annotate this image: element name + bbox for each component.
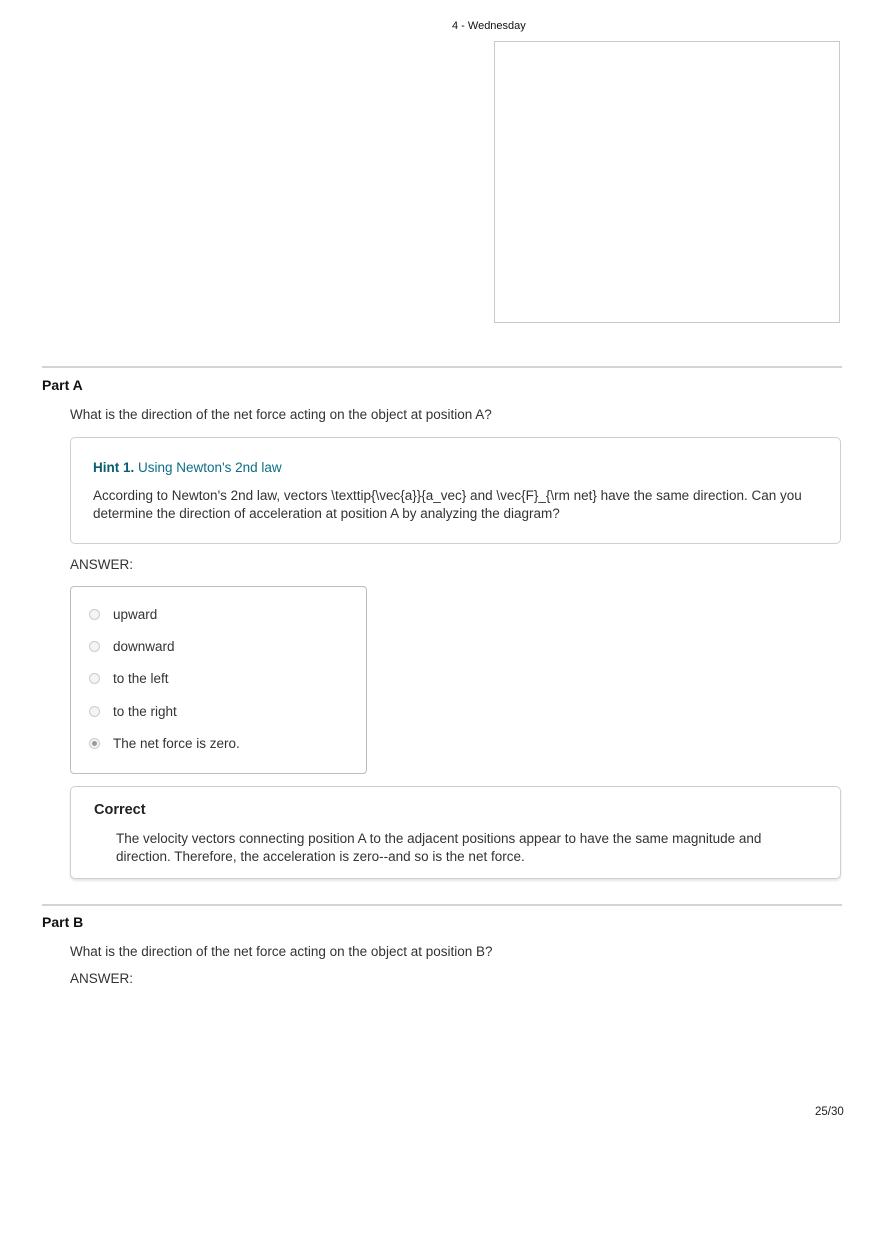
radio-button[interactable] bbox=[89, 706, 100, 717]
part-a-question: What is the direction of the net force acting on the object at position A? bbox=[70, 407, 492, 422]
diagram-image-frame bbox=[494, 41, 840, 323]
feedback-title: Correct bbox=[94, 802, 146, 818]
hint-number: Hint 1. bbox=[93, 460, 135, 475]
option-downward[interactable] bbox=[89, 637, 175, 655]
radio-button[interactable] bbox=[89, 609, 100, 620]
option-to-the-left[interactable] bbox=[89, 669, 169, 687]
part-b-question: What is the direction of the net force acting on the object at position B? bbox=[70, 944, 493, 959]
hint-body: According to Newton's 2nd law, vectors \texttip{\vec{a}}{a_vec} and \vec{F}_{\rm net} have the same direction. Can you determine the direction of acceleration at position A by analyzing the diagram? bbox=[93, 488, 802, 521]
feedback-body: The velocity vectors connecting position A to the adjacent positions appear to have the same magnitude and direction. Therefore, the acceleration is zero--and so is the net force. bbox=[116, 831, 762, 864]
option-net-force-zero[interactable] bbox=[89, 734, 240, 752]
hint-title[interactable] bbox=[93, 460, 282, 475]
page-header: 4 - Wednesday bbox=[452, 20, 526, 32]
radio-button[interactable] bbox=[89, 673, 100, 684]
hint-title-text: Using Newton's 2nd law bbox=[138, 460, 282, 475]
option-label: to the left bbox=[113, 670, 169, 686]
part-b-title: Part B bbox=[42, 914, 84, 930]
part-a-title: Part A bbox=[42, 377, 83, 393]
feedback-box bbox=[70, 786, 841, 879]
option-label: The net force is zero. bbox=[113, 735, 240, 751]
radio-button-selected[interactable] bbox=[89, 738, 100, 749]
option-label: upward bbox=[113, 606, 158, 622]
hint-box bbox=[70, 437, 841, 544]
part-b-answer-label: ANSWER: bbox=[70, 971, 134, 986]
part-a-answer-label: ANSWER: bbox=[70, 557, 134, 572]
page-number: 25/30 bbox=[815, 1106, 844, 1118]
option-to-the-right[interactable] bbox=[89, 702, 177, 720]
option-label: to the right bbox=[113, 703, 177, 719]
option-label: downward bbox=[113, 638, 175, 654]
part-b-divider bbox=[42, 904, 842, 906]
answer-options bbox=[70, 586, 367, 774]
radio-button[interactable] bbox=[89, 641, 100, 652]
option-upward[interactable] bbox=[89, 605, 157, 623]
part-a-divider bbox=[42, 366, 842, 368]
